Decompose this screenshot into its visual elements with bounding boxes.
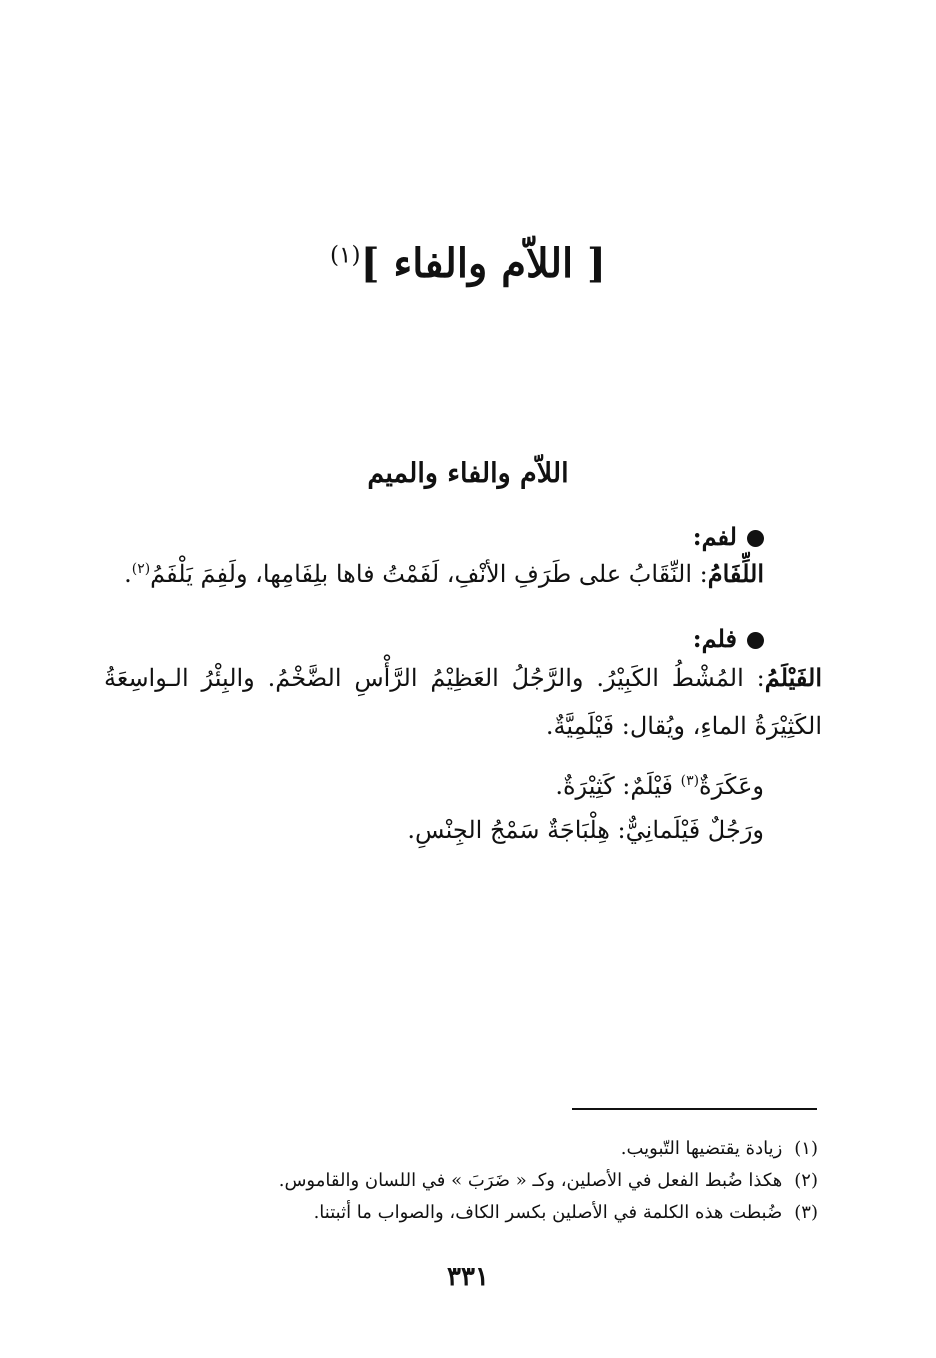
chapter-title [0, 240, 936, 287]
footnote-text: هكذا ضُبط الفعل في الأصلين، وكـ « ضَرَبَ » في اللسان والقاموس. [278, 1170, 783, 1191]
entry-text: وعَكَرَةٌ [699, 772, 764, 800]
chapter-title-text: [ اللاّم والفاء ] [360, 240, 606, 287]
entry-heading-label: فلم: [692, 624, 737, 653]
section-title: اللاّم والفاء والميم [367, 458, 569, 489]
entry-lemma: الفَيْلَمُ [764, 663, 822, 692]
chapter-title-footnote-ref: (١) [330, 241, 361, 269]
entry-line: الكَثِيْرَةُ الماءِ، ويُقال: فَيْلَمِيَّةٌ. [545, 712, 822, 740]
page-number: ٣٣١ [447, 1262, 489, 1292]
footnote-number: (٢) [794, 1170, 818, 1191]
bullet-icon [747, 530, 764, 547]
footnote-text: زيادة يقتضيها التّبويب. [620, 1138, 783, 1159]
entry-heading-label: لفم: [692, 522, 737, 551]
entry-line [555, 772, 764, 801]
entry-tail: . [124, 560, 132, 588]
footnote [314, 1202, 818, 1223]
entry-heading-flm [693, 624, 764, 653]
entry-lemma: اللِّفَامُ [707, 559, 764, 588]
footnote-text: ضُبطت هذه الكلمة في الأصلين بكسر الكاف، والصواب ما أثبتنا. [313, 1202, 783, 1223]
bullet-icon [747, 632, 764, 649]
entry-definition: : النِّقَابُ على طَرَفِ الأنْفِ، لَفَمْتُ فاها بلِفَامِها، ولَفِمَ يَلْفَمُ [150, 560, 708, 588]
footnote-number: (١) [794, 1138, 818, 1159]
entry-line [104, 664, 822, 693]
entry-text: فَيْلَمٌ: كَثِيْرَةٌ. [555, 772, 681, 800]
entry-definition: : المُشْطُ الكَبِيْرُ. والرَّجُلُ العَظِيْمُ الرَّأْسِ الضَّخْمُ. والبِئْرُ الـواسِعَةُ [104, 664, 765, 692]
footnote-ref: (٢) [131, 561, 151, 577]
footnote-number: (٣) [794, 1202, 818, 1223]
entry-heading-lfm [693, 522, 764, 551]
footnote-divider [572, 1108, 817, 1110]
footnote [621, 1138, 818, 1159]
footnote [279, 1170, 818, 1191]
footnote-ref: (٣) [680, 773, 700, 789]
entry-line: ورَجُلٌ فَيْلَمانِيٌّ: هِلْبَاجَةٌ سَمْجُ الجِنْسِ. [407, 816, 764, 844]
entry-line [124, 560, 764, 589]
